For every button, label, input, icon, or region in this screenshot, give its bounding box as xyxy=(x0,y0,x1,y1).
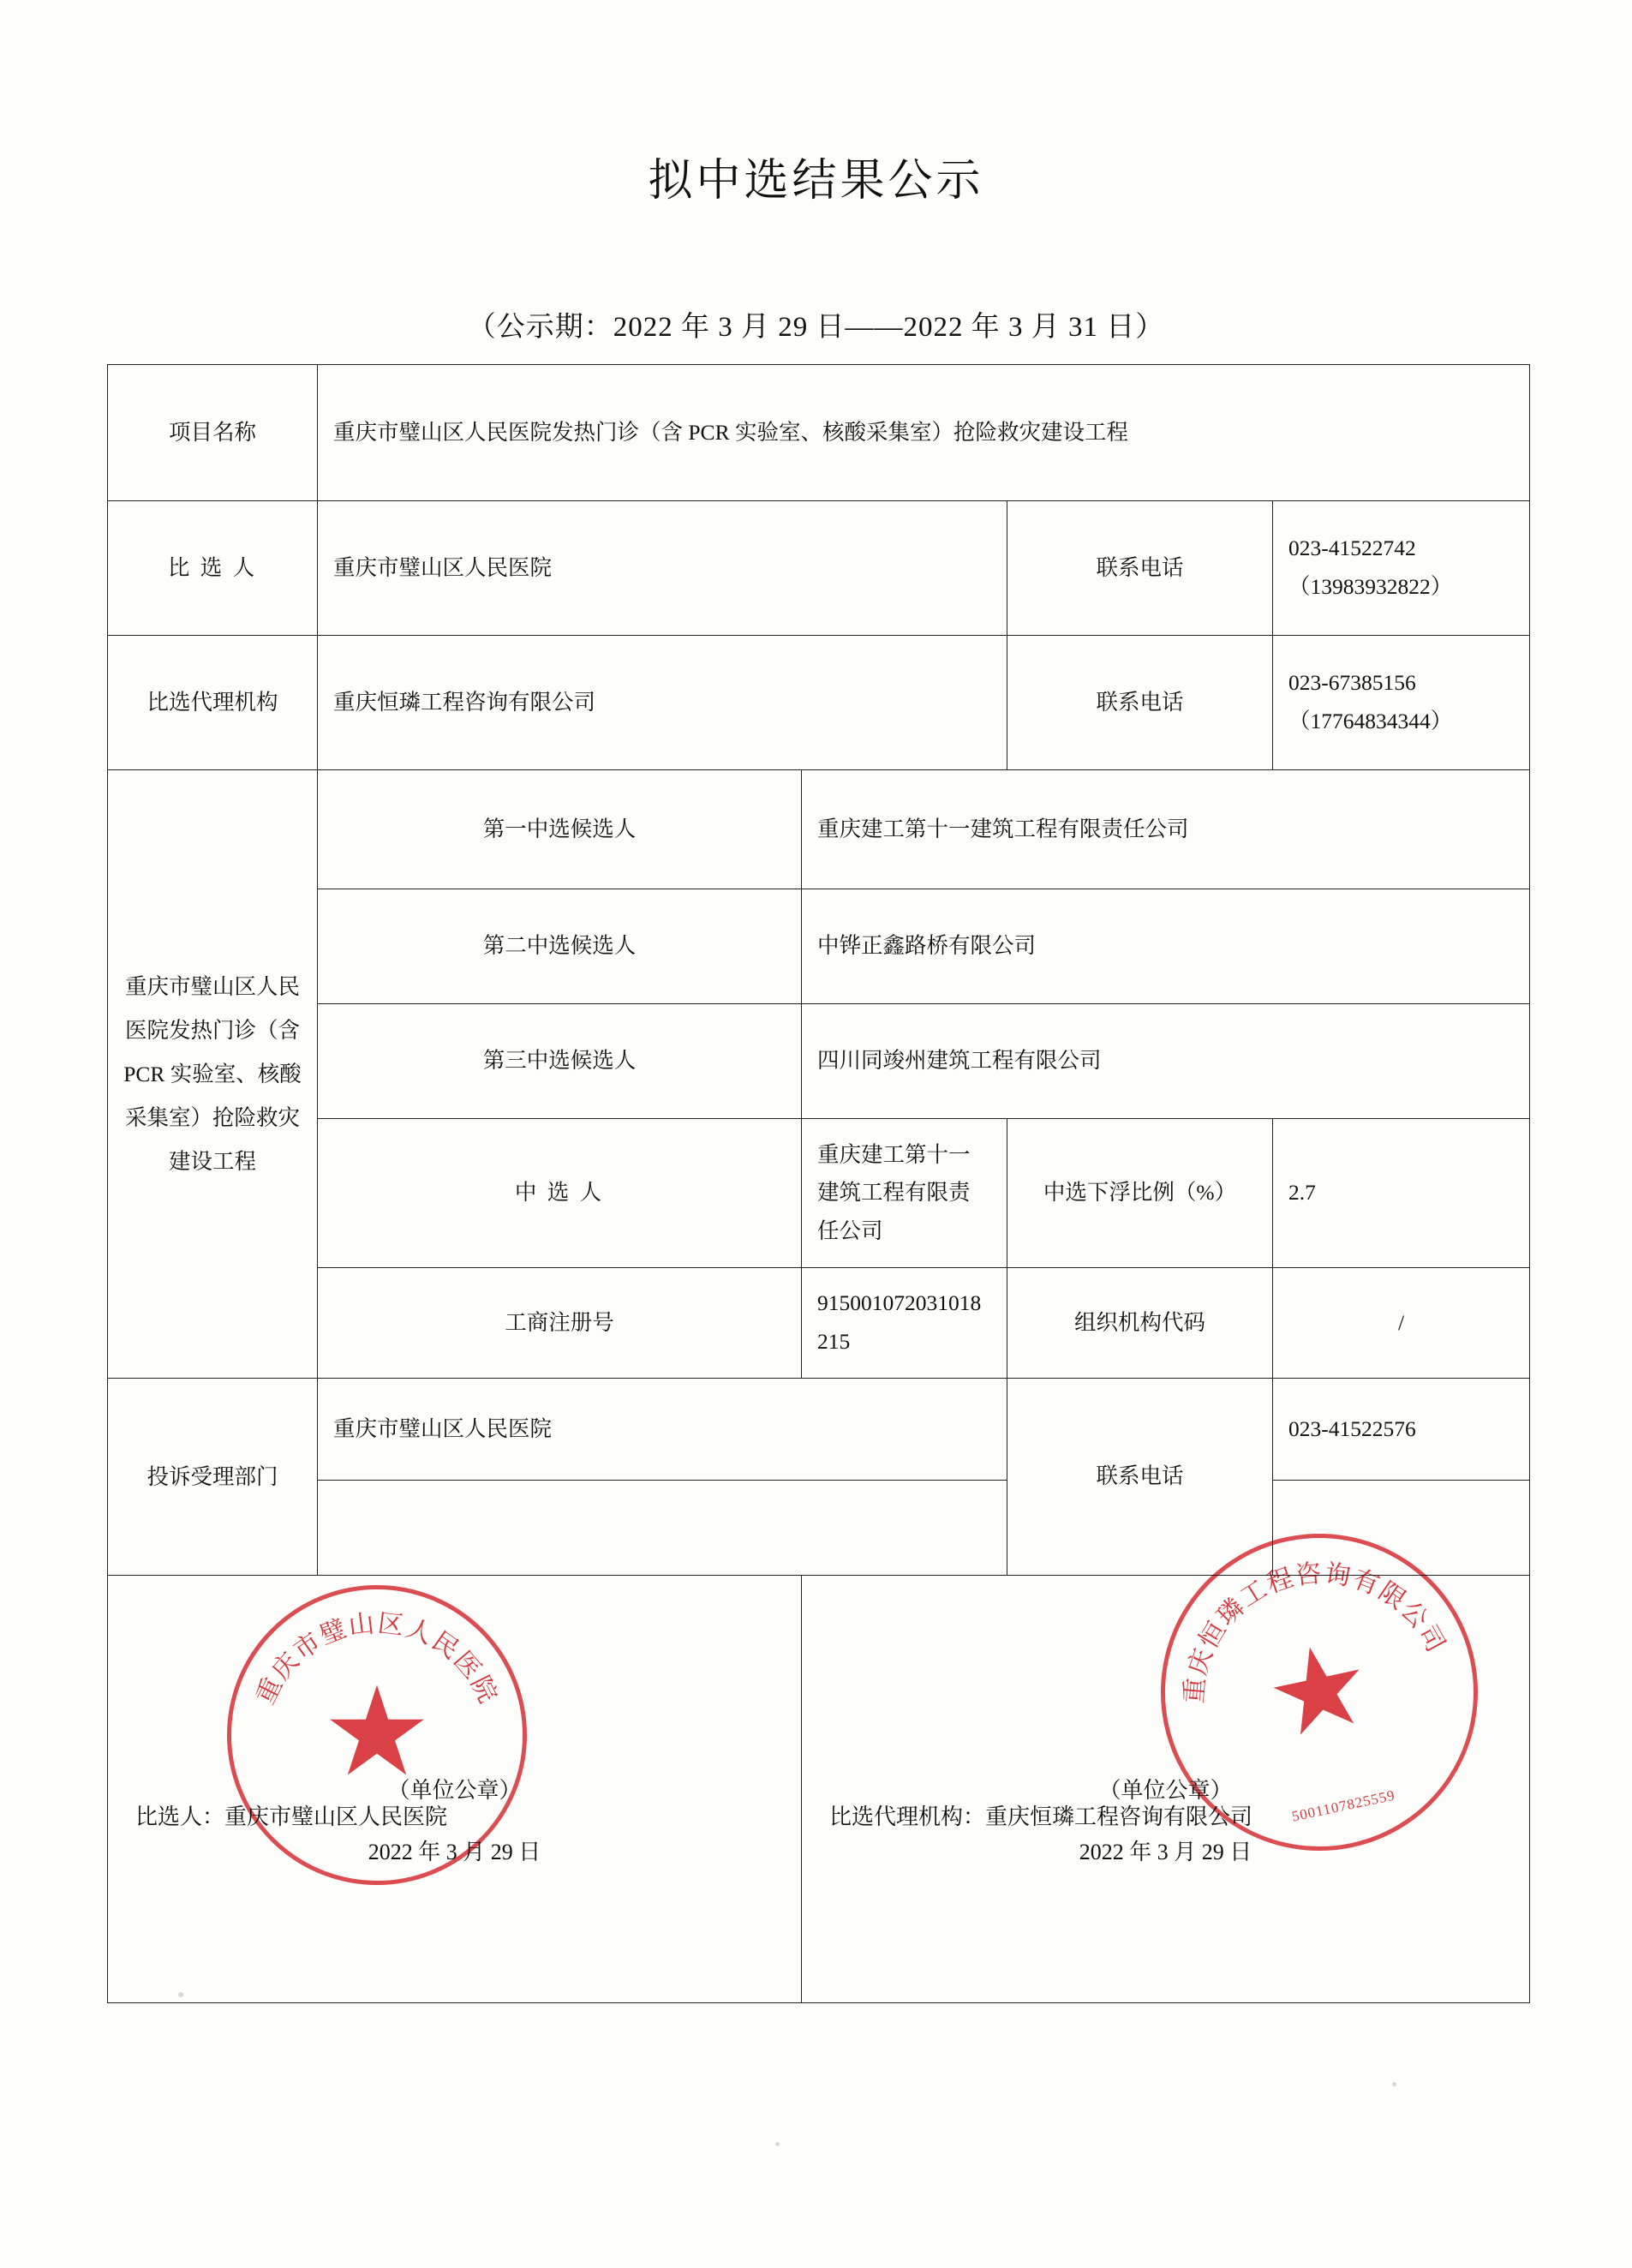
bidder-phone-primary: 023-41522742 xyxy=(1288,536,1416,561)
scan-speck xyxy=(1392,2082,1396,2086)
reg-no-label: 工商注册号 xyxy=(318,1268,802,1379)
table-row xyxy=(108,1004,1530,1119)
candidate2-label: 第二中选候选人 xyxy=(318,889,802,1004)
table-row xyxy=(108,365,1530,501)
agency-value: 重庆恒璘工程咨询有限公司 xyxy=(318,636,1007,770)
bidder-signature-line: 比选人：重庆市璧山区人民医院 xyxy=(135,1804,448,1830)
svg-text:重庆市璧山区人民医院: 重庆市璧山区人民医院 xyxy=(251,1609,503,1709)
complaint-value-secondary xyxy=(318,1481,1007,1576)
notice-period: （公示期：2022 年 3 月 29 日——2022 年 3 月 31 日） xyxy=(467,312,1165,343)
complaint-phone-label: 联系电话 xyxy=(1007,1379,1273,1576)
winner-label: 中 选 人 xyxy=(318,1119,802,1268)
bidder-seal-label: （单位公章） xyxy=(387,1778,522,1803)
agency-phone-primary: 023-67385156 xyxy=(1288,670,1416,696)
bidder-value: 重庆市璧山区人民医院 xyxy=(318,501,1007,636)
bidder-label: 比 选 人 xyxy=(108,501,318,636)
complaint-phone-value: 023-41522576 xyxy=(1273,1379,1530,1481)
complaint-label: 投诉受理部门 xyxy=(108,1379,318,1576)
seal-code: 5001107825559 xyxy=(1290,1786,1397,1825)
scan-speck xyxy=(775,2142,780,2146)
table-row xyxy=(108,770,1530,889)
agency-phone-label: 联系电话 xyxy=(1007,636,1273,770)
signature-block-agency xyxy=(802,1576,1530,2003)
result-table xyxy=(107,364,1530,2003)
candidate3-label: 第三中选候选人 xyxy=(318,1004,802,1119)
project-block-label: 重庆市璧山区人民医院发热门诊（含 PCR 实验室、核酸采集室）抢险救灾建设工程 xyxy=(108,770,318,1379)
signature-block-bidder xyxy=(108,1576,802,2003)
seal-star-icon: ★ xyxy=(1262,1631,1377,1754)
agency-phone-secondary: （17764834344） xyxy=(1288,709,1453,733)
candidate1-value: 重庆建工第十一建筑工程有限责任公司 xyxy=(802,770,1530,889)
complaint-phone-secondary xyxy=(1273,1481,1530,1576)
agency-seal-label: （单位公章） xyxy=(1098,1778,1233,1803)
reg-no-value: 915001072031018215 xyxy=(802,1268,1007,1379)
table-row xyxy=(108,636,1530,770)
seal-star-icon: ★ xyxy=(326,1679,428,1791)
candidate1-label: 第一中选候选人 xyxy=(318,770,802,889)
table-row xyxy=(108,1119,1530,1268)
candidate2-value: 中铧正鑫路桥有限公司 xyxy=(802,889,1530,1004)
scan-speck xyxy=(178,1992,183,1997)
winner-value: 重庆建工第十一建筑工程有限责任公司 xyxy=(802,1119,1007,1268)
org-code-label: 组织机构代码 xyxy=(1007,1268,1273,1379)
complaint-value: 重庆市璧山区人民医院 xyxy=(318,1379,1007,1481)
agency-signature-line: 比选代理机构：重庆恒璘工程咨询有限公司 xyxy=(829,1804,1253,1830)
bidder-phone-value xyxy=(1273,501,1530,636)
discount-label: 中选下浮比例（%） xyxy=(1007,1119,1273,1268)
bidder-phone-label: 联系电话 xyxy=(1007,501,1273,636)
org-code-value: / xyxy=(1273,1268,1530,1379)
signature-row xyxy=(108,1576,1530,2003)
table-row xyxy=(108,889,1530,1004)
page-title: 拟中选结果公示 xyxy=(648,157,984,206)
agency-label: 比选代理机构 xyxy=(108,636,318,770)
candidate3-value: 四川同竣州建筑工程有限公司 xyxy=(802,1004,1530,1119)
table-row xyxy=(108,1268,1530,1379)
bidder-signature-date: 2022 年 3 月 29 日 xyxy=(368,1840,541,1864)
discount-value: 2.7 xyxy=(1273,1119,1530,1268)
project-name-value: 重庆市璧山区人民医院发热门诊（含 PCR 实验室、核酸采集室）抢险救灾建设工程 xyxy=(318,365,1530,501)
agency-signature-date: 2022 年 3 月 29 日 xyxy=(1079,1840,1252,1864)
bidder-phone-secondary: （13983932822） xyxy=(1288,574,1453,599)
table-row xyxy=(108,1379,1530,1481)
svg-text:重庆恒璘工程咨询有限公司: 重庆恒璘工程咨询有限公司 xyxy=(1180,1559,1451,1705)
project-name-label: 项目名称 xyxy=(108,365,318,501)
table-row xyxy=(108,501,1530,636)
table-row xyxy=(108,1481,1530,1576)
agency-phone-value xyxy=(1273,636,1530,770)
